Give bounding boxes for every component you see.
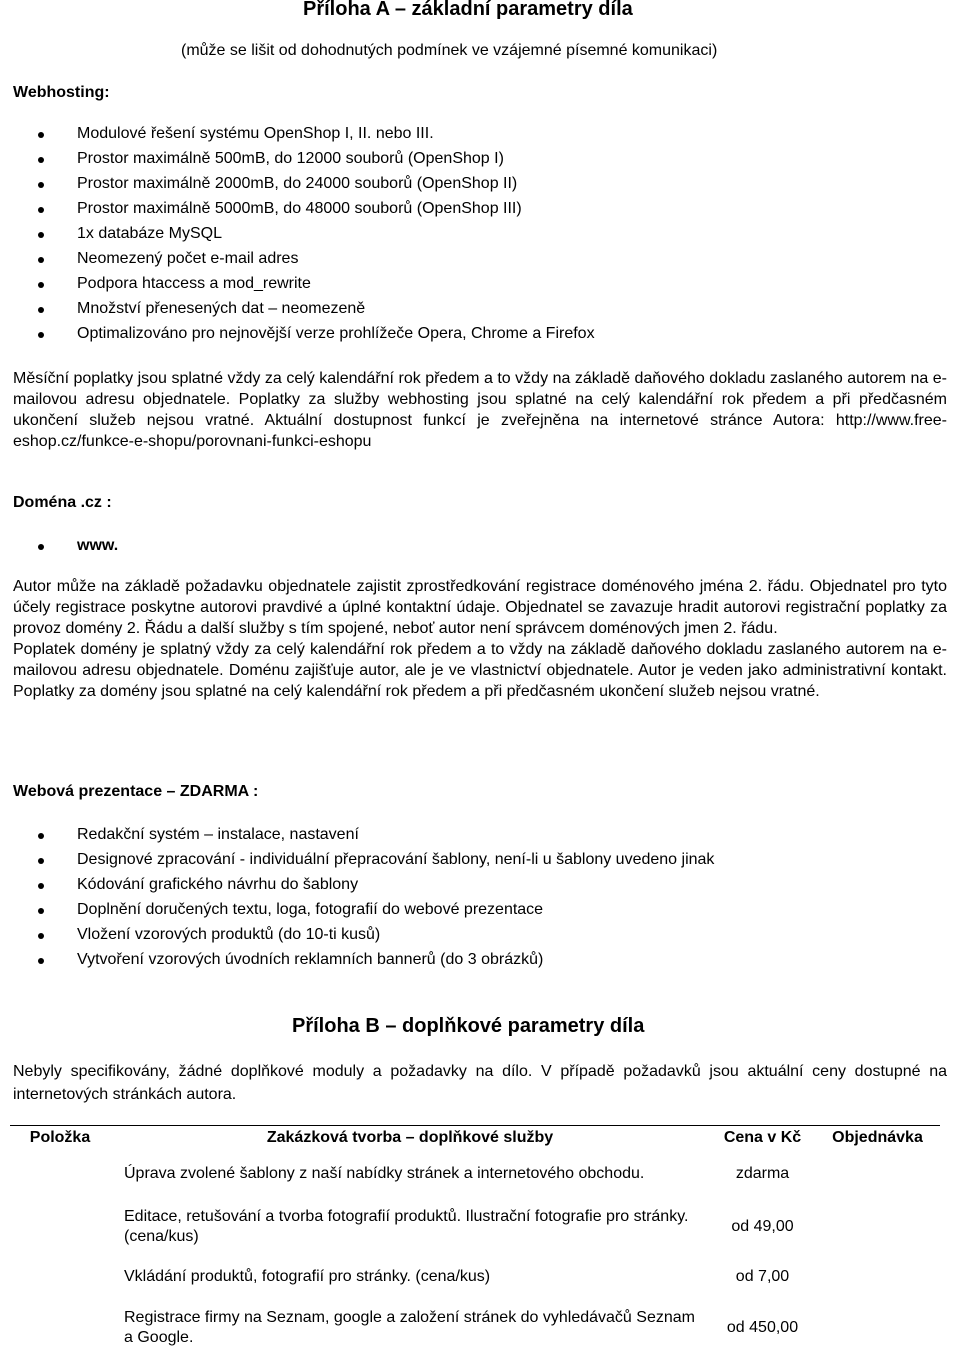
list-item: Modulové řešení systému OpenShop I, II. nebo III. (0, 124, 595, 149)
annex-b-paragraph (13, 1060, 947, 1106)
table-row (10, 1149, 940, 1199)
column-header: Objednávka (815, 1126, 940, 1150)
list-item: Redakční systém – instalace, nastavení (0, 825, 714, 850)
table-row (10, 1299, 940, 1357)
order-cell (815, 1199, 940, 1255)
service-cell: Úprava zvolené šablony z naší nabídky stránek a internetového obchodu. (124, 1165, 645, 1182)
annex-b-title: Příloha B – doplňkové parametry díla (292, 1015, 645, 1037)
service-cell: Registrace firmy na Seznam, google a založení stránek do vyhledávačů Seznam a Google. (124, 1309, 695, 1346)
column-header: Cena v Kč (710, 1126, 815, 1150)
list-item: Prostor maximálně 500mB, do 12000 souborů (OpenShop I) (0, 149, 595, 174)
order-cell (815, 1255, 940, 1299)
list-item: Kódování grafického návrhu do šablony (0, 875, 714, 900)
list-item: Podpora htaccess a mod_rewrite (0, 274, 595, 299)
webhosting-paragraph (13, 368, 947, 452)
domain-paragraphs (13, 576, 947, 702)
price-cell: od 450,00 (726, 1319, 799, 1336)
web-presentation-list (0, 825, 714, 975)
domain-list (0, 536, 118, 561)
price-cell: od 49,00 (731, 1218, 794, 1235)
list-item: www. (0, 536, 118, 561)
list-item: Vložení vzorových produktů (do 10-ti kusů) (0, 925, 714, 950)
price-cell: zdarma (735, 1165, 790, 1182)
column-header: Zakázková tvorba – doplňkové služby (110, 1126, 710, 1150)
list-item: 1x databáze MySQL (0, 224, 595, 249)
list-item: Vytvoření vzorových úvodních reklamních bannerů (do 3 obrázků) (0, 950, 714, 975)
list-item: Prostor maximálně 2000mB, do 24000 souborů (OpenShop II) (0, 174, 595, 199)
table-header-row (10, 1126, 940, 1150)
domain-registration-text: Autor může na základě požadavku objednatele zajistit zprostředkování registrace doménového jména 2. řádu. Objednatel pro tyto účely registrace poskytne autorovi pravdivé a úplné kontaktní údaje. Objednatel se zavazuje hradit autorovi registrační poplatky za provoz domény 2. Řádu a další služby s tím spojené, neboť autor není správcem doménových jmen 2. řádu. (13, 578, 947, 637)
list-item: Doplnění doručených textu, loga, fotografií do webové prezentace (0, 900, 714, 925)
service-cell: Vkládání produktů, fotografií pro stránky. (cena/kus) (124, 1268, 491, 1285)
price-cell: od 7,00 (735, 1268, 790, 1285)
price-table (10, 1125, 940, 1357)
column-header: Položka (10, 1126, 110, 1150)
table-row (10, 1255, 940, 1299)
list-item: Prostor maximálně 5000mB, do 48000 souborů (OpenShop III) (0, 199, 595, 224)
list-item: Neomezený počet e-mail adres (0, 249, 595, 274)
webhosting-list (0, 124, 595, 349)
webhosting-terms-text: Měsíční poplatky jsou splatné vždy za celý kalendářní rok předem a to vždy na základě daňového dokladu zaslaného autorem na e-mailovou adresu objednatele. Poplatky za služby webhosting jsou splatné na celý kalendářní rok předem a při předčasném ukončení služeb nejsou vratné. Aktuální dostupnost funkcí je zveřejněna na internetové stránce Autora: http://www.free-eshop.cz/funkce-e-shopu/porovnani-funkci-eshopu (13, 370, 947, 450)
domain-heading: Doména .cz : (13, 494, 112, 511)
web-presentation-heading: Webová prezentace – ZDARMA : (13, 783, 259, 800)
list-item: Optimalizováno pro nejnovější verze prohlížeče Opera, Chrome a Firefox (0, 324, 595, 349)
service-cell: Editace, retušování a tvorba fotografií produktů. Ilustrační fotografie pro stránky. (cena/kus) (124, 1208, 689, 1245)
webhosting-heading: Webhosting: (13, 84, 110, 101)
annex-a-title: Příloha A – základní parametry díla (303, 0, 633, 20)
table-row (10, 1199, 940, 1255)
annex-b-text: Nebyly specifikovány, žádné doplňkové moduly a požadavky na dílo. V případě požadavků jsou aktuální ceny dostupné na internetových stránkách autora. (13, 1063, 947, 1103)
domain-fee-text: Poplatek domény je splatný vždy za celý kalendářní rok předem a to vždy na základě daňového dokladu zaslaného autorem na e-mailovou adresu objednatele. Doménu zajišťuje autor, ale je ve vlastnictví objednatele. Autor je veden jako administrativní kontakt. Poplatky za domény jsou splatné na celý kalendářní rok předem a při předčasném ukončení služeb nejsou vratné. (13, 641, 947, 700)
order-cell (815, 1299, 940, 1357)
list-item: Designové zpracování - individuální přepracování šablony, není-li u šablony uvedeno jinak (0, 850, 714, 875)
order-cell (815, 1149, 940, 1199)
annex-a-subtitle: (může se lišit od dohodnutých podmínek ve vzájemné písemné komunikaci) (181, 42, 718, 59)
list-item: Množství přenesených dat – neomezeně (0, 299, 595, 324)
